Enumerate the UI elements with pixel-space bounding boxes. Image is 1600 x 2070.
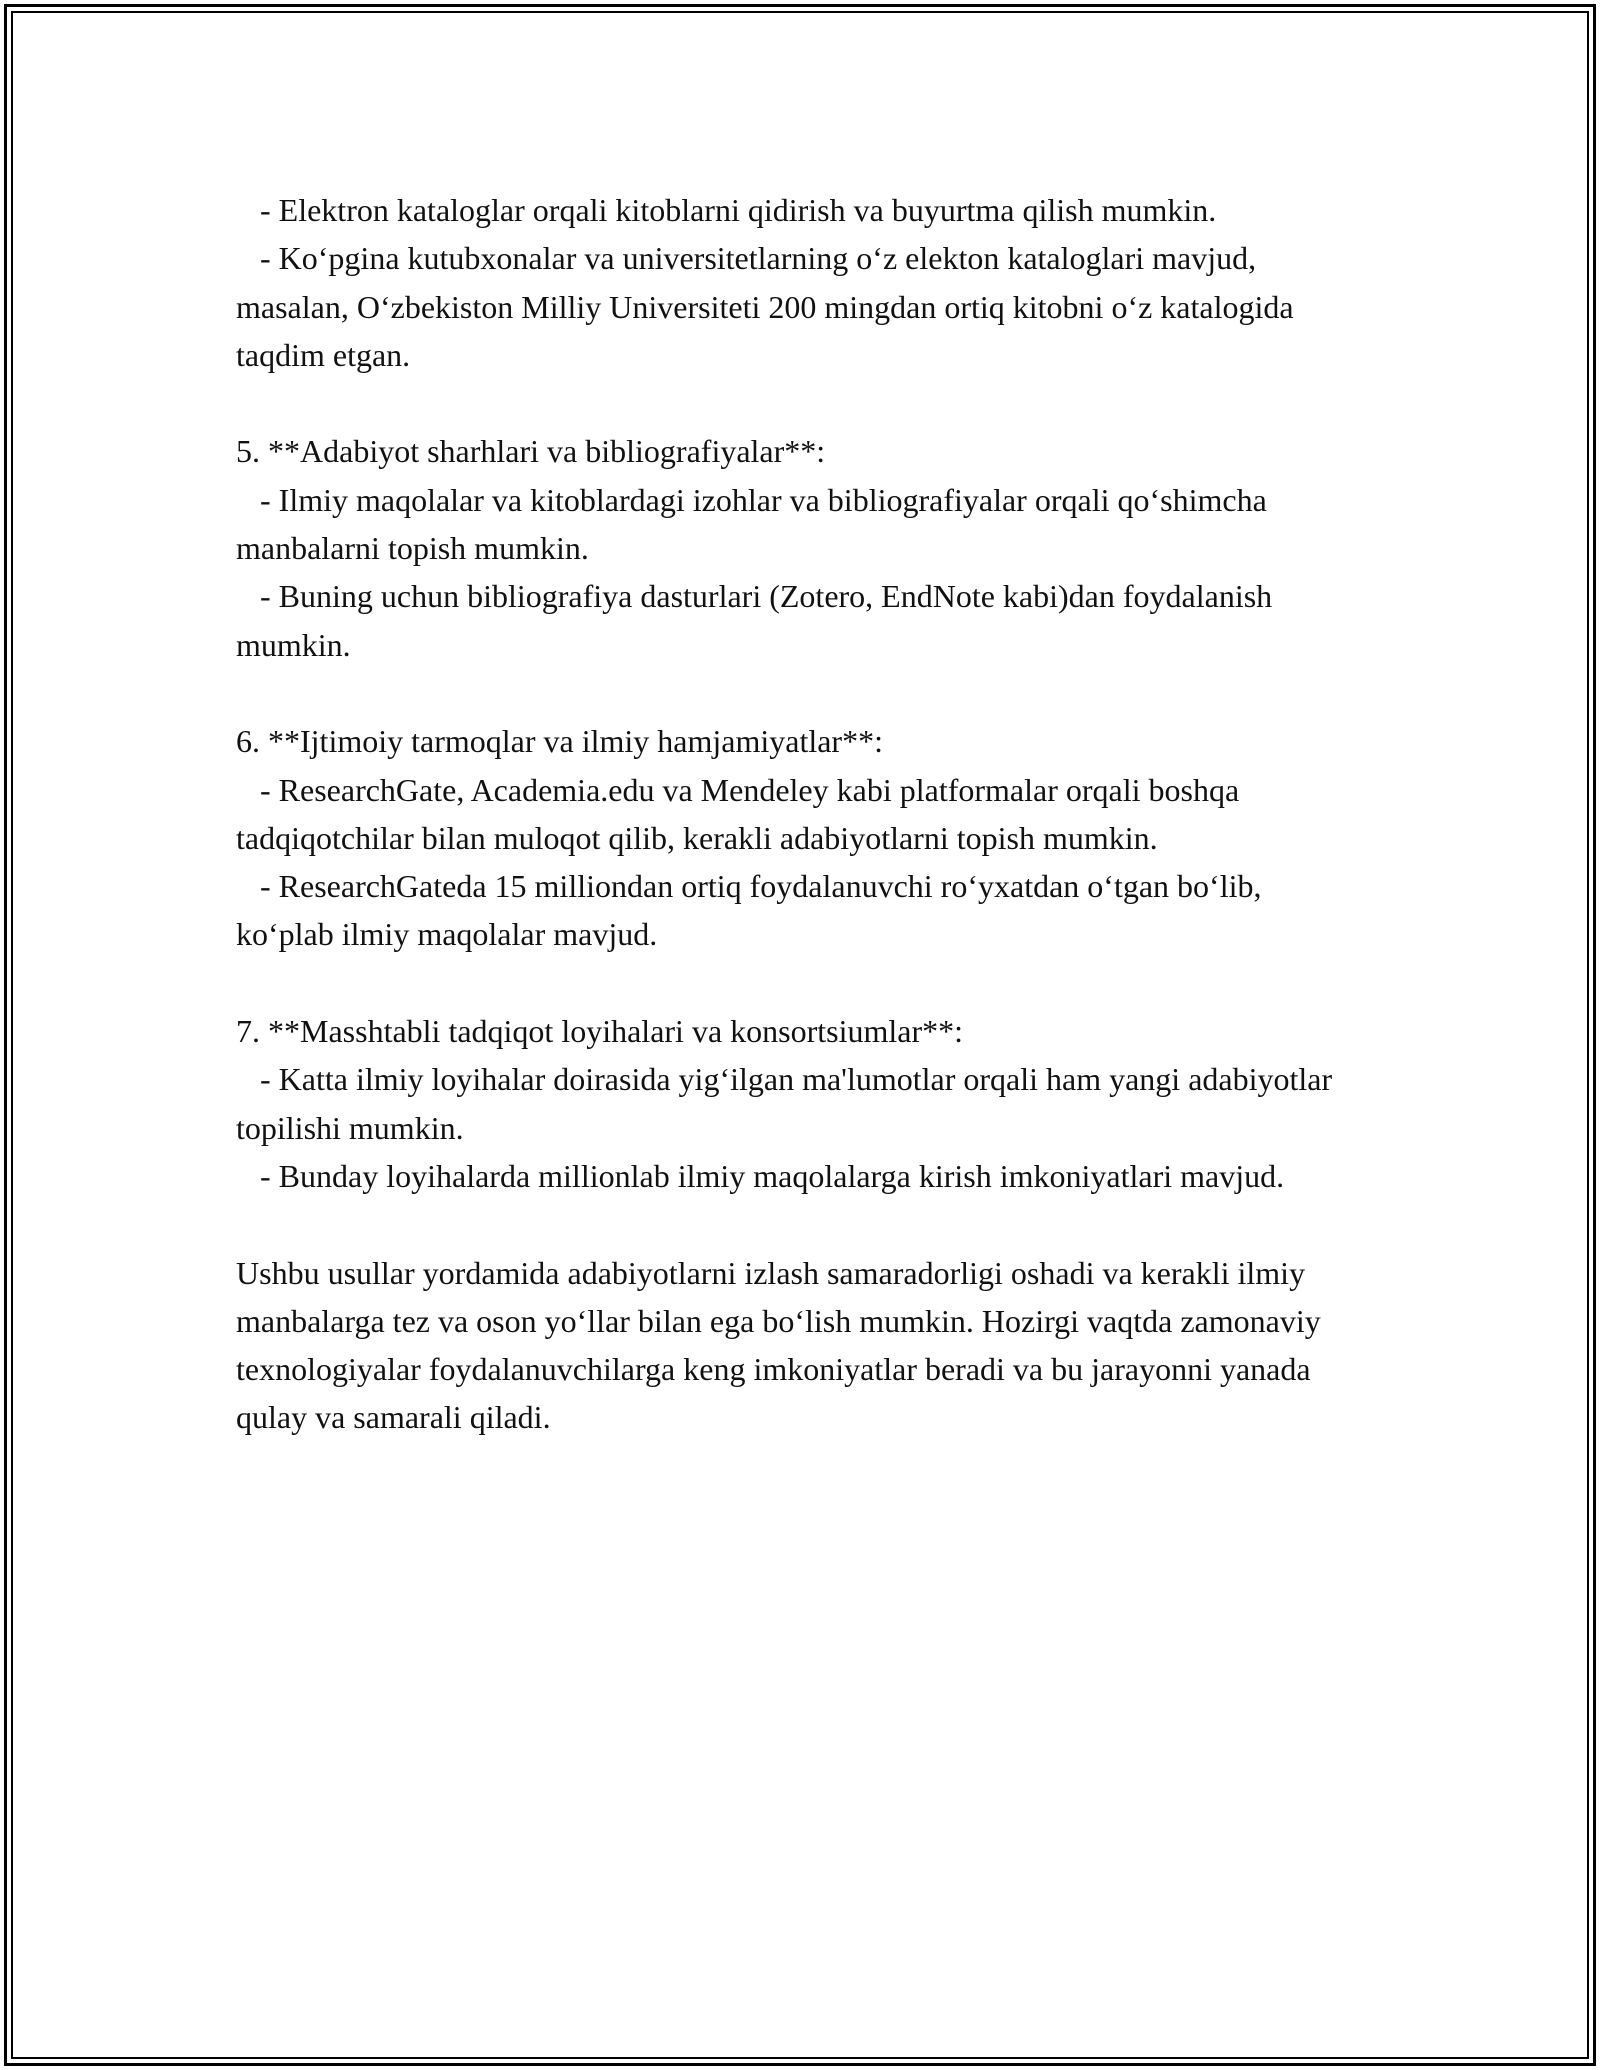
paragraph-gap xyxy=(236,379,1366,427)
paragraph-gap xyxy=(236,669,1366,717)
list-item: - Katta ilmiy loyihalar doirasida yigʻilgan ma'lumotlar orqali ham yangi adabiyotlar topilishi mumkin. xyxy=(236,1061,1341,1146)
list-item: - ResearchGate, Academia.edu va Mendeley kabi platformalar orqali boshqa tadqiqotchilar bilan muloqot qilib, kerakli adabiyotlarni topish mumkin. xyxy=(236,771,1248,856)
document-body xyxy=(236,186,1366,1442)
paragraph-gap xyxy=(236,1200,1366,1248)
section-heading: 5. **Adabiyot sharhlari va bibliografiyalar**: xyxy=(236,433,826,470)
paragraph-gap xyxy=(236,959,1366,1007)
list-item: - Koʻpgina kutubxonalar va universitetlarning oʻz elekton kataloglari mavjud, masalan, Oʻzbekiston Milliy Universiteti 200 mingdan ortiq kitobni oʻz katalogida taqdim etgan. xyxy=(236,240,1302,373)
section-heading: 7. **Masshtabli tadqiqot loyihalari va konsortsiumlar**: xyxy=(236,1013,964,1050)
section-heading: 6. **Ijtimoiy tarmoqlar va ilmiy hamjamiyatlar**: xyxy=(236,723,883,760)
list-item: - Buning uchun bibliografiya dasturlari (Zotero, EndNote kabi)dan foydalanish mumkin. xyxy=(236,578,1281,663)
list-item: - ResearchGateda 15 milliondan ortiq foydalanuvchi roʻyxatdan oʻtgan boʻlib, koʻplab ilmiy maqolalar mavjud. xyxy=(236,868,1270,953)
list-item: - Elektron kataloglar orqali kitoblarni qidirish va buyurtma qilish mumkin. xyxy=(236,192,1217,228)
conclusion-paragraph: Ushbu usullar yordamida adabiyotlarni izlash samaradorligi oshadi va kerakli ilmiy manbalarga tez va oson yoʻllar bilan ega boʻlish mumkin. Hozirgi vaqtda zamonaviy texnologiyalar foydalanuvchilarga keng imkoniyatlar beradi va bu jarayonni yanada qulay va samarali qiladi. xyxy=(236,1254,1329,1436)
list-item: - Bunday loyihalarda millionlab ilmiy maqolalarga kirish imkoniyatlari mavjud. xyxy=(236,1157,1285,1194)
list-item: - Ilmiy maqolalar va kitoblardagi izohlar va bibliografiyalar orqali qoʻshimcha manbalarni topish mumkin. xyxy=(236,481,1275,567)
